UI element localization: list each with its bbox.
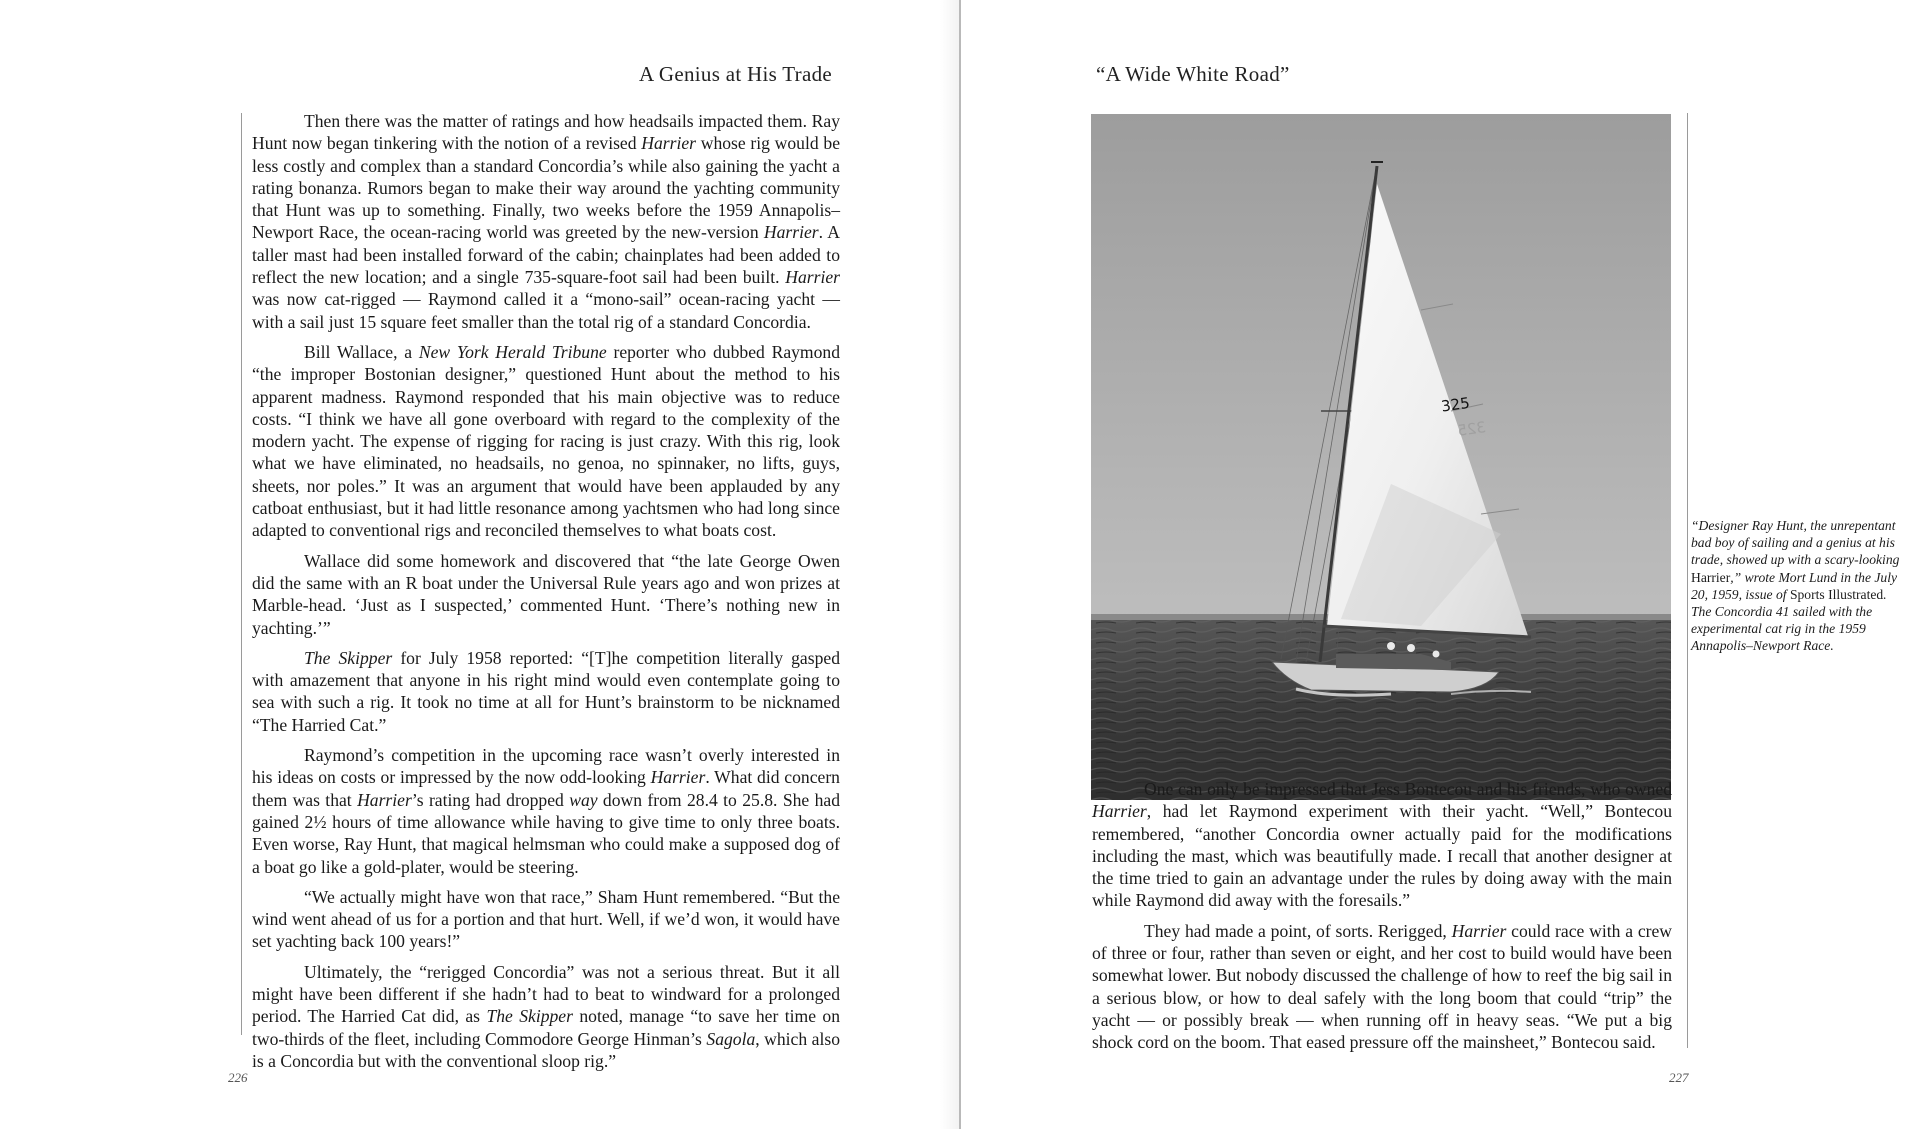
text-run: whose rig would be less costly and complex than a standard Concordia’s while also gaining the yacht a rating bonanza. Rumors began to make their way around the yachting community that Hunt was up to something. Finally, two weeks before the 1959 Annapolis–Newport Race, the ocean-racing world was greeted by the new-version: [252, 133, 840, 243]
caption-text: . The Concordia 41 sailed with the experimental cat rig in the 1959 Annapolis–Newport Race.: [1691, 586, 1887, 654]
text-run: Ultimately, the “rerigged Concordia” was not a serious threat. But it all might have been different if she hadn’t had to beat to windward for a prolonged period. The Harried Cat did, as: [252, 961, 840, 1027]
sail-number: 325: [1440, 393, 1471, 416]
text-run: Wallace did some homework and discovered that “the late George Owen did the same with an R boat under the Universal Rule years ago and won prizes at Marble-head. ‘Just as I suspected,’ commented Hunt. ‘There’s nothing new in yachting.’”: [252, 550, 840, 638]
gutter-shadow: [940, 0, 959, 1129]
paragraph: [252, 341, 840, 542]
left-page-body: [252, 110, 840, 1080]
photo-caption: [1691, 517, 1909, 655]
italic-title: Harrier: [1451, 920, 1507, 941]
italic-title: New York Herald Tribune: [418, 341, 607, 362]
book-gutter: [959, 0, 961, 1129]
paragraph: [252, 886, 840, 953]
italic-title: Harrier: [763, 222, 819, 243]
italic-title: The Skipper: [486, 1006, 573, 1027]
caption-title: Sports Illustrated: [1789, 586, 1884, 602]
italic-title: way: [569, 789, 598, 810]
italic-title: Harrier: [650, 767, 706, 788]
text-run: for July 1958 reported: “[T]he competition literally gasped with amazement that anyone in his right mind would even contemplate going to sea with such a rig. It took no time at all for Hunt’s brainstorm to be nicknamed “The Harried Cat.”: [252, 647, 840, 735]
page-number-right: 227: [1669, 1070, 1689, 1085]
text-run: They had made a point, of sorts. Rerigged,: [1144, 920, 1452, 941]
text-run: Then there was the matter of ratings and how headsails impacted them. Ray Hunt now began tinkering with the notion of a revised: [252, 111, 840, 154]
text-run: . What did concern them was that: [252, 767, 840, 810]
italic-title: Harrier: [357, 789, 412, 810]
paragraph: [252, 744, 840, 878]
text-run: down from 28.4 to 25.8. She had gained 2½ hours of time allowance while having to give time to only three boats. Even worse, Ray Hunt, that magical helmsman who could make a supposed dog of a boat go like a gold-plater, would be steering.: [252, 789, 840, 877]
left-margin-rule: [241, 113, 242, 1035]
text-run: One can only be impressed that Jess Bontecou and his friends, who owned: [1144, 779, 1672, 799]
paragraph: [1092, 920, 1672, 1054]
paragraph: [1092, 778, 1672, 912]
caption-text: “Designer Ray Hunt, the unrepentant bad boy of sailing and a genius at his trade, showed up with a scary-looking: [1691, 518, 1900, 568]
sail-number-mirrored: 325: [1456, 418, 1488, 440]
right-page-body: [1092, 778, 1672, 1062]
sea-waves: [1091, 620, 1671, 800]
text-run: , which also is a Concordia but with the conventional sloop rig.”: [252, 1028, 840, 1071]
text-run: Bill Wallace, a: [304, 341, 419, 362]
text-run: ’s rating had dropped: [411, 789, 570, 810]
sailboat-photo: [1091, 114, 1671, 800]
paragraph: [252, 110, 840, 333]
text-run: , had let Raymond experiment with their yacht. “Well,” Bontecou remembered, “another Concordia owner actually paid for the modifications including the mast, which was beautifully made. I recall that another designer at the time tried to gain an advantage under the rules by doing away with the main while Raymond did away with the foresails.”: [1092, 801, 1672, 911]
paragraph: [252, 647, 840, 736]
caption-title: Harrier: [1691, 569, 1731, 585]
text-run: reporter who dubbed Raymond “the improper Bostonian designer,” questioned Hunt about the method to his apparent madness. Raymond responded that his main objective was to reduce costs. “I think we have all gone overboard with regard to the complexity of the modern yacht. The expense of rigging for racing is just crazy. With this rig, look what we have eliminated, no headsails, no genoa, no spinnaker, no lifts, guys, sheets, nor poles.” It was an argument that would have been applauded by any catboat enthusiast, but it had little resonance among yachtsmen who had long since adapted to conventional rigs and reconciled themselves to what boats cost.: [252, 341, 840, 541]
text-run: Raymond’s competition in the upcoming race wasn’t overly interested in his ideas on costs or impressed by the now odd-looking: [252, 745, 840, 788]
italic-title: Harrier: [641, 133, 697, 154]
italic-title: The Skipper: [304, 647, 393, 668]
right-margin-rule: [1687, 113, 1688, 1048]
sailboat-illustration: [1091, 114, 1671, 800]
italic-title: Harrier: [1092, 801, 1147, 822]
paragraph: [252, 550, 840, 639]
italic-title: Harrier: [785, 267, 840, 288]
text-run: “We actually might have won that race,” Sham Hunt remembered. “But the wind went ahead of us for a portion and that hurt. Well, if we’d won, it would have set yachting back 100 years!”: [252, 886, 840, 952]
text-run: could race with a crew of three or four, rather than seven or eight, and her cost to build would have been somewhat lower. But nobody discussed the challenge of how to reef the big sail in a serious blow, or how to deal safely with the long boom that could “trip” the yacht — or possibly break — when running off in heavy seas. “We put a big shock cord on the boom. That eased pressure off the mainsheet,” Bontecou said.: [1092, 920, 1672, 1053]
text-run: was now cat-rigged — Raymond called it a “mono-sail” ocean-racing yacht — with a sail just 15 square feet smaller than the total rig of a standard Concordia.: [252, 289, 840, 332]
caption-text: ,” wrote Mort Lund in the July 20, 1959, issue of: [1691, 569, 1898, 602]
text-run: noted, manage “to save her time on two-thirds of the fleet, including Commodore George Hinman’s: [252, 1006, 840, 1049]
page-number-left: 226: [228, 1070, 248, 1085]
italic-title: Sagola: [706, 1028, 756, 1049]
text-run: . A taller mast had been installed forward of the cabin; chainplates had been added to reflect the new location; and a single 735-square-foot sail had been built.: [252, 222, 840, 288]
paragraph: [252, 961, 840, 1072]
running-head-left: A Genius at His Trade: [639, 62, 832, 86]
running-head-right: “A Wide White Road”: [1096, 62, 1290, 86]
